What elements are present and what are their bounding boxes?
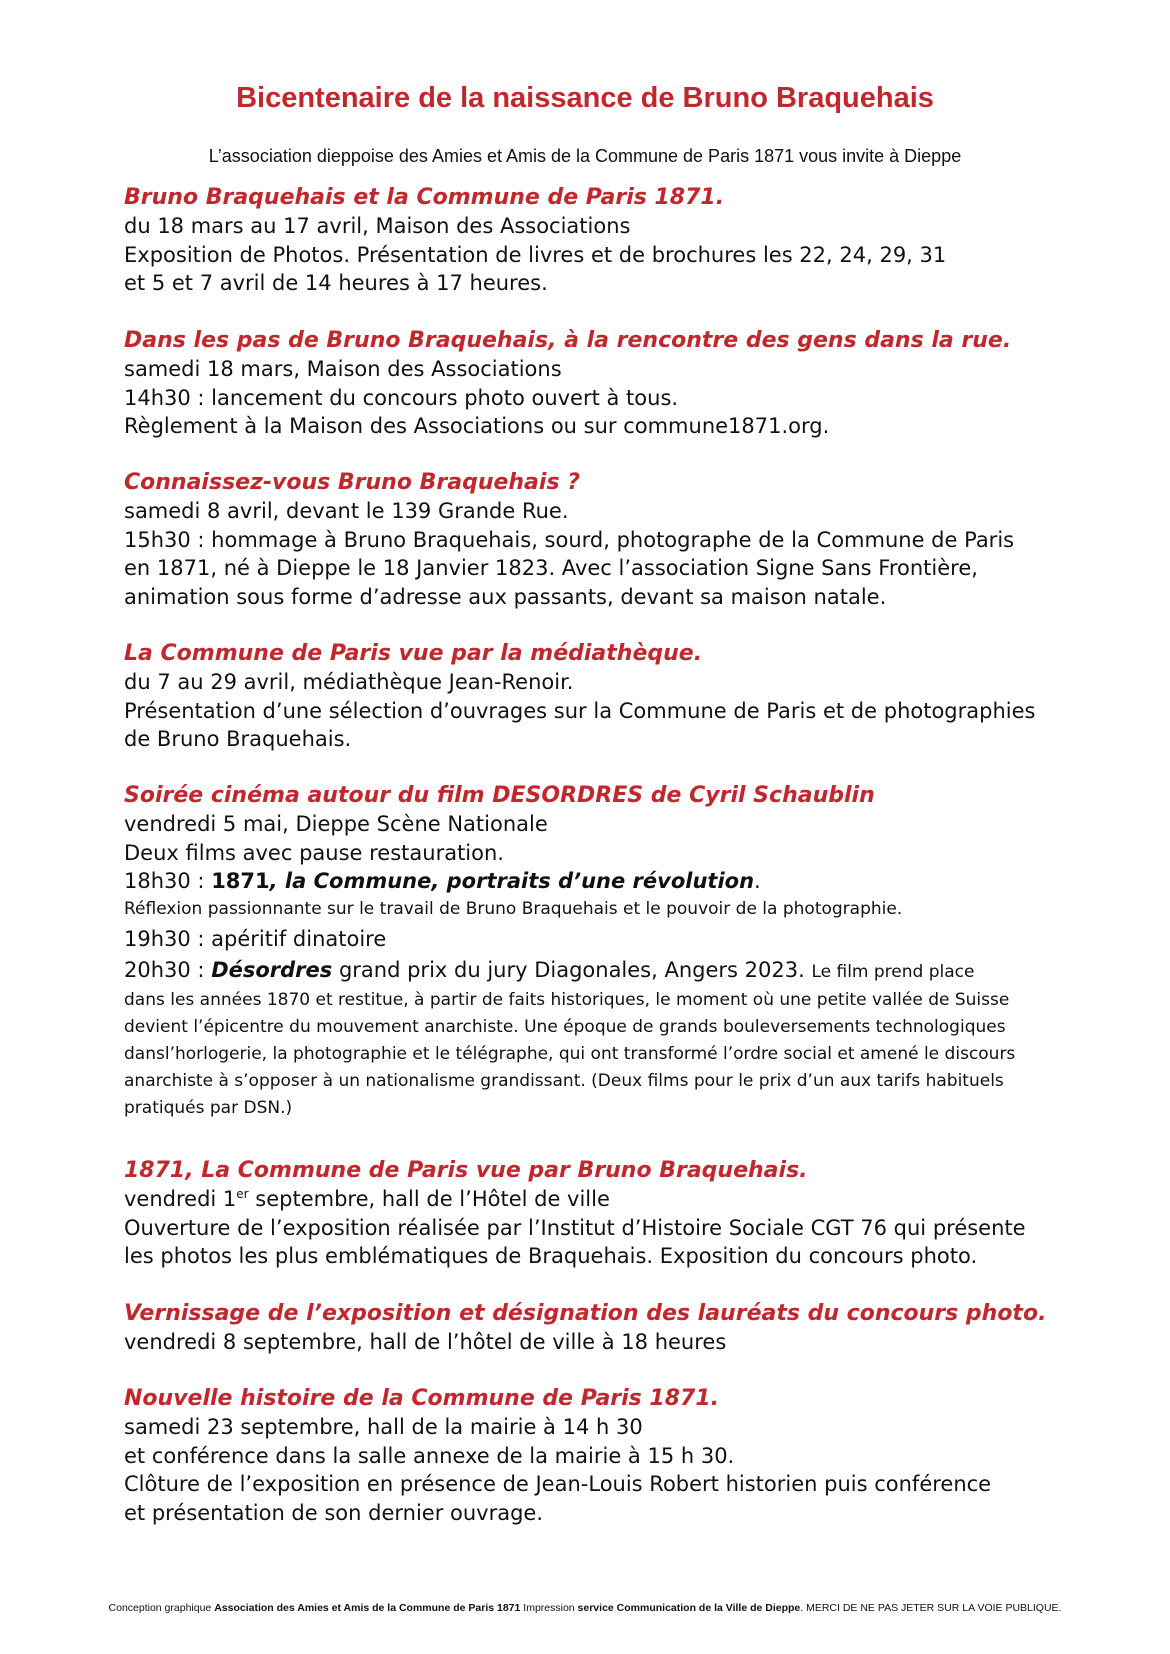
event-line: Deux films avec pause restauration.	[124, 840, 504, 865]
film1-title	[211, 869, 754, 893]
film2-desc-line: dans les années 1870 et restitue, à partir de faits historiques, le moment où une petite vallée de Suisse	[124, 989, 1010, 1010]
event-date-part: septembre, hall de l’Hôtel de ville	[248, 1187, 610, 1211]
event-line: Exposition de Photos. Présentation de livres et de brochures les 22, 24, 29, 31	[124, 242, 947, 267]
footer-text: Impression	[520, 1602, 578, 1614]
film2-desc-line: anarchiste à s’opposer à un nationalisme grandissant. (Deux films pour le prix d’un aux tarifs habituels	[124, 1070, 1004, 1091]
aperitif-line: 19h30 : apéritif dinatoire	[124, 926, 387, 951]
event-nouvelle-histoire	[124, 1384, 1064, 1527]
event-line: du 7 au 29 avril, médiathèque Jean-Renoir.	[124, 670, 574, 694]
event-line: animation sous forme d’adresse aux passants, devant sa maison natale.	[124, 584, 887, 609]
event-line: samedi 8 avril, devant le 139 Grande Rue.	[124, 499, 569, 523]
film1-note: Réflexion passionnante sur le travail de Bruno Braquehais et le pouvoir de la photographie.	[124, 898, 903, 919]
film2-time: 20h30 :	[124, 958, 212, 982]
film2-desc-line: pratiqués par DSN.)	[124, 1097, 293, 1118]
event-vernissage	[124, 1299, 1064, 1357]
event-heading: Bruno Braquehais et la Commune de Paris 1871.	[124, 185, 725, 210]
footer-notice: . MERCI DE NE PAS JETER SUR LA VOIE PUBLIQUE.	[800, 1602, 1062, 1614]
event-heading: Connaissez-vous Bruno Braquehais ?	[124, 470, 580, 495]
footer-text: Conception graphique	[108, 1602, 215, 1614]
event-line: et 5 et 7 avril de 14 heures à 17 heures.	[124, 271, 548, 295]
event-heading: Vernissage de l’exposition et désignation des lauréats du concours photo.	[124, 1301, 1047, 1326]
event-heading: Nouvelle histoire de la Commune de Paris 1871.	[124, 1386, 720, 1411]
event-mediatheque	[124, 639, 1064, 754]
event-line: Clôture de l’exposition en présence de Jean-Louis Robert historien puis conférence	[124, 1472, 992, 1496]
footer-credits	[0, 1602, 1170, 1614]
event-line: Présentation d’une sélection d’ouvrages sur la Commune de Paris et de photographies	[124, 698, 1036, 723]
event-line: et présentation de son dernier ouvrage.	[124, 1500, 544, 1525]
event-line: en 1871, né à Dieppe le 18 Janvier 1823. Avec l’association Signe Sans Frontière,	[124, 556, 978, 580]
film1-dot: .	[754, 869, 761, 893]
film2-desc-line: devient l’épicentre du mouvement anarchiste. Une époque de grands bouleversements technologiques	[124, 1016, 1006, 1037]
film2-desc-start: Le film prend place	[811, 962, 975, 982]
event-line: 15h30 : hommage à Bruno Braquehais, sourd, photographe de la Commune de Paris	[124, 527, 1015, 552]
event-soiree-cinema	[124, 781, 1064, 1122]
event-line: vendredi 8 septembre, hall de l’hôtel de ville à 18 heures	[124, 1330, 727, 1354]
film2-award: grand prix du jury Diagonales, Angers 2023.	[332, 958, 812, 982]
film2-line	[124, 956, 1064, 987]
film2-desc-line: dansl’horlogerie, la photographie et le télégraphe, qui ont transformé l’ordre social et amené le discours	[124, 1043, 1016, 1064]
film1-line	[124, 867, 1064, 896]
event-heading: Soirée cinéma autour du film DESORDRES de Cyril Schaublin	[124, 783, 875, 808]
event-concours-photo	[124, 326, 1064, 441]
event-line: samedi 23 septembre, hall de la mairie à 14 h 30	[124, 1415, 643, 1439]
footer-printer: service Communication de la Ville de Dieppe	[577, 1602, 801, 1614]
event-hommage	[124, 468, 1064, 611]
film1-title-rest: , la Commune, portraits d’une révolution	[269, 869, 755, 893]
event-line: vendredi 5 mai, Dieppe Scène Nationale	[124, 812, 548, 836]
event-line: du 18 mars au 17 avril, Maison des Associations	[124, 214, 631, 238]
event-date-sup: er	[236, 1187, 249, 1201]
event-expo-photos	[124, 183, 1064, 298]
film1-title-year: 1871	[211, 869, 270, 893]
intro-text: L’association dieppoise des Amies et Amis de la Commune de Paris 1871 vous invite à Dieppe	[208, 146, 962, 166]
event-heading: Dans les pas de Bruno Braquehais, à la rencontre des gens dans la rue.	[124, 328, 1012, 353]
event-line: et conférence dans la salle annexe de la mairie à 15 h 30.	[124, 1443, 735, 1468]
film1-time: 18h30 :	[124, 869, 212, 893]
footer-association: Association des Amies et Amis de la Commune de Paris 1871	[214, 1602, 521, 1614]
event-line: Règlement à la Maison des Associations ou sur commune1871.org.	[124, 414, 830, 438]
event-line: 14h30 : lancement du concours photo ouvert à tous.	[124, 385, 679, 410]
event-line: de Bruno Braquehais.	[124, 727, 352, 751]
event-expo-hotel-de-ville	[124, 1156, 1064, 1271]
film2-title: Désordres	[211, 958, 333, 982]
event-line: samedi 18 mars, Maison des Associations	[124, 357, 562, 381]
event-heading: La Commune de Paris vue par la médiathèque.	[124, 641, 703, 666]
event-line: Ouverture de l’exposition réalisée par l’Institut d’Histoire Sociale CGT 76 qui présente	[124, 1215, 1026, 1240]
event-date-line	[124, 1185, 1064, 1214]
page-title: Bicentenaire de la naissance de Bruno Braquehais	[236, 82, 934, 114]
event-date-part: vendredi 1	[124, 1187, 237, 1211]
event-line: les photos les plus emblématiques de Braquehais. Exposition du concours photo.	[124, 1244, 978, 1268]
event-heading: 1871, La Commune de Paris vue par Bruno Braquehais.	[124, 1158, 808, 1183]
